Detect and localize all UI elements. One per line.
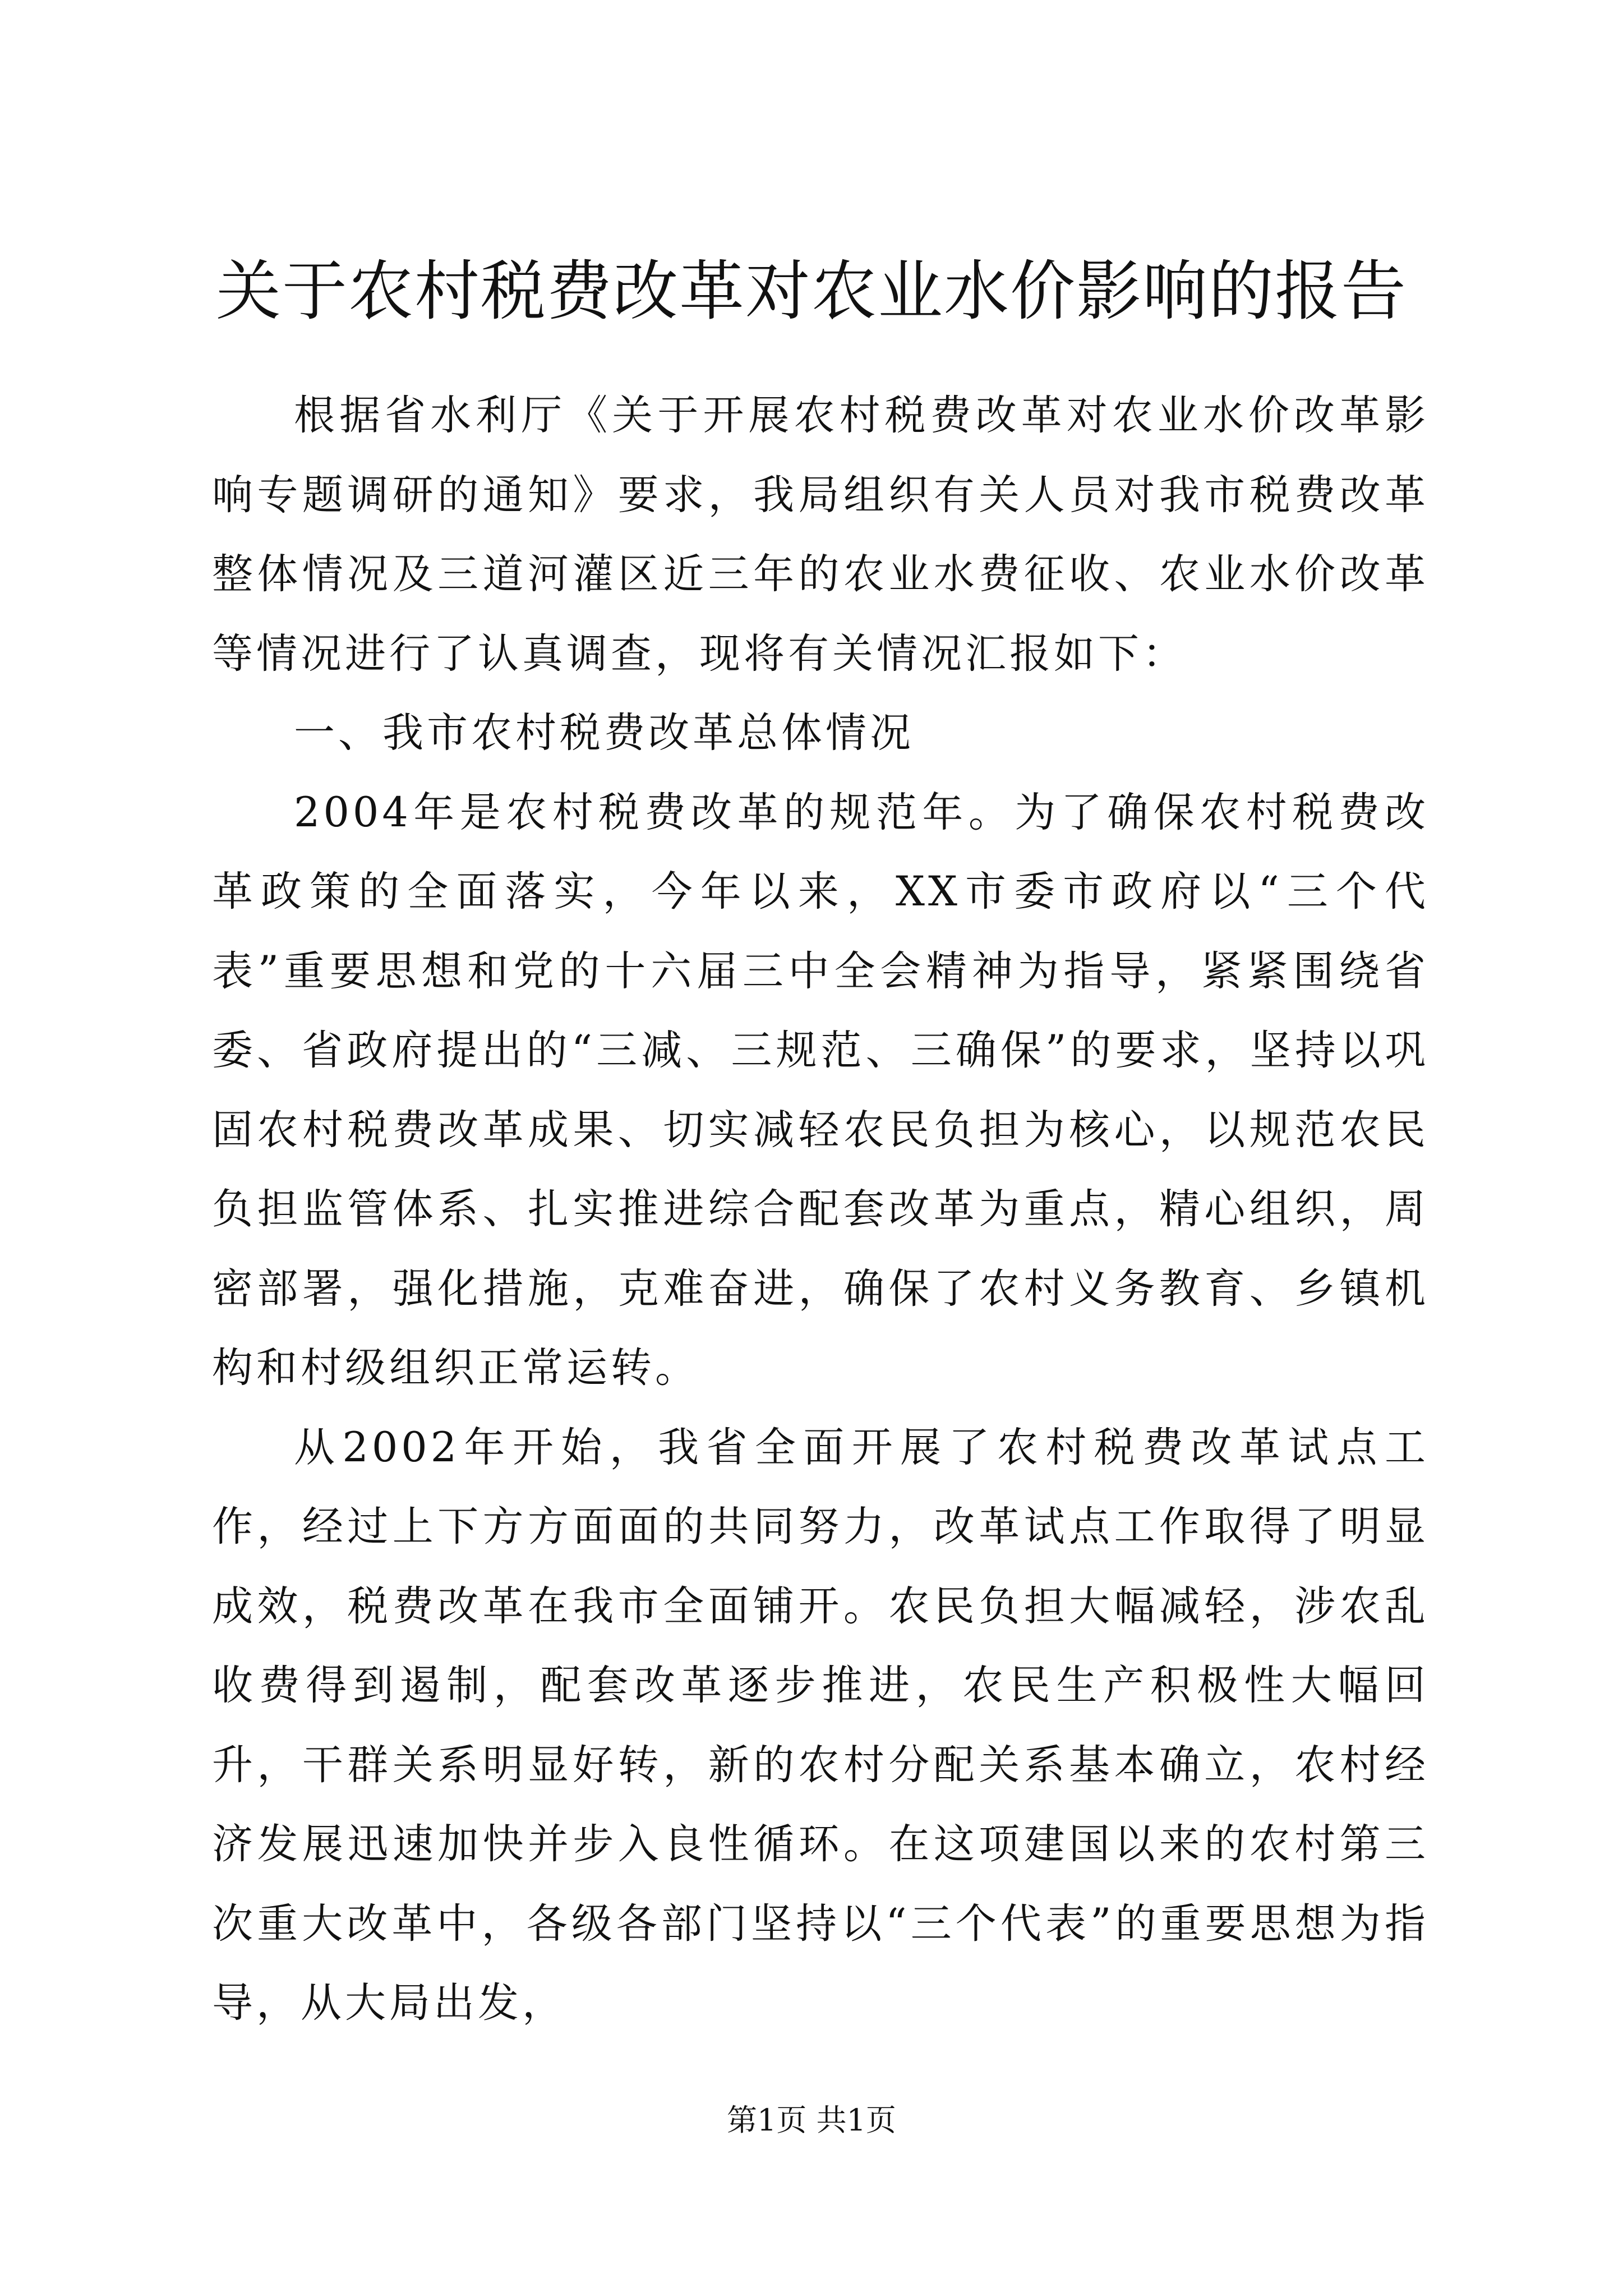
paragraph-2004: 2004年是农村税费改革的规范年。为了确保农村税费改革政策的全面落实，今年以来，XX市委市政府以“三个代表”重要思想和党的十六届三中全会精神为指导，紧紧围绕省委、省政府提出的“三减、三规范、三确保”的要求，坚持以巩固农村税费改革成果、切实减轻农民负担为核心，以规范农民负担监管体系、扎实推进综合配套改革为重点，精心组织，周密部署，强化措施，克难奋进，确保了农村义务教育、乡镇机构和村级组织正常运转。	[212, 788, 1429, 1392]
paragraph-intro: 根据省水利厅《关于开展农村税费改革对农业水价改革影响专题调研的通知》要求，我局组织有关人员对我市税费改革整体情况及三道河灌区近三年的农业水费征收、农业水价改革等情况进行了认真调查，现将有关情况汇报如下：	[212, 392, 1429, 678]
paragraph-2002: 从2002年开始，我省全面开展了农村税费改革试点工作，经过上下方方面面的共同努力，改革试点工作取得了明显成效，税费改革在我市全面铺开。农民负担大幅减轻，涉农乱收费得到遏制，配套改革逐步推进，农民生产积极性大幅回升，干群关系明显好转，新的农村分配关系基本确立，农村经济发展迅速加快并步入良性循环。在这项建国以来的农村第三次重大改革中，各级各部门坚持以“三个代表”的重要思想为指导，从大局出发，	[212, 1423, 1429, 2027]
document-body	[212, 376, 1429, 2043]
document-title: 关于农村税费改革对农业水价影响的报告	[216, 254, 1407, 329]
page-footer: 第1页 共1页	[727, 2102, 896, 2138]
section-heading-1: 一、我市农村税费改革总体情况	[294, 709, 914, 757]
